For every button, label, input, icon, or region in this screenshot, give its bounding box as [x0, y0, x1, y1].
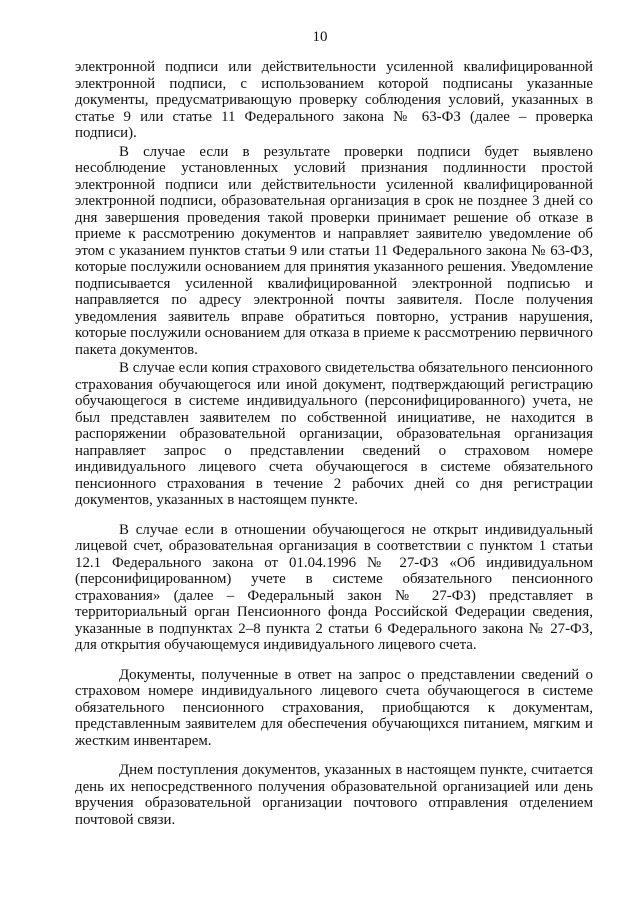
paragraph-continuation: электронной подписи или действительности усиленной квалифицированной электронной подписи, с использованием которой подписаны указанные документы, предусматривающую проверку соблюдения условий, указанных в статье 9 или статье 11 Федерального закона № 63-ФЗ (далее – проверка подписи). [75, 59, 593, 141]
paragraph-response-documents: Документы, полученные в ответ на запрос о представлении сведений о страховом номере индивидуального лицевого счета обучающегося в системе обязательного пенсионного страхования, приобщаются к документам, представленным заявителем для обеспечения обучающихся питанием, мягким и жестким инвентарем. [75, 666, 593, 749]
paragraph-insurance-certificate-request: В случае если копия страхового свидетельства обязательного пенсионного страхования обучающегося или иной документ, подтверждающий регистрацию обучающегося в системе индивидуального (персонифицированного) учета, не был представлен заявителем по собственной инициативе, не находится в распоряжении образовательной организации, образовательная организация направляет запрос о представлении сведений о страховом номере индивидуального лицевого счета обучающегося в системе обязательного пенсионного страхования в течение 2 рабочих дней со дня регистрации документов, указанных в настоящем пункте. [75, 360, 593, 508]
paragraph-personal-account-opening: В случае если в отношении обучающегося не открыт индивидуальный лицевой счет, образовательная организация в соответствии с пунктом 1 статьи 12.1 Федерального закона от 01.04.1996 № 27-ФЗ «Об индивидуальном (персонифицированном) учете в системе обязательного пенсионного страхования» (далее – Федеральный закон № 27-ФЗ) представляет в территориальный орган Пенсионного фонда Российской Федерации сведения, указанные в подпунктах 2–8 пункта 2 статьи 6 Федерального закона № 27-ФЗ, для открытия обучающемуся индивидуального лицевого счета. [75, 521, 593, 653]
paragraph-receipt-date: Днем поступления документов, указанных в настоящем пункте, считается день их непосредственного получения образовательной организацией или день вручения образовательной организации почтового отправления отделением почтовой связи. [75, 762, 593, 828]
page-number: 10 [312, 29, 328, 45]
document-body [75, 59, 593, 828]
paragraph-signature-check-failure: В случае если в результате проверки подписи будет выявлено несоблюдение установленных условий признания подлинности простой электронной подписи или действительности усиленной квалифицированной электронной подписи, образовательная организация в срок не позднее 3 дней со дня завершения проведения такой проверки принимает решение об отказе в приеме к рассмотрению документов и направляет заявителю уведомление об этом с указанием пунктов статьи 9 или статьи 11 Федерального закона № 63-ФЗ, которые послужили основанием для принятия указанного решения. Уведомление подписывается усиленной квалифицированной электронной подписью и направляется по адресу электронной почты заявителя. После получения уведомления заявитель вправе обратиться повторно, устранив нарушения, которые послужили основанием для отказа в приеме к рассмотрению первичного пакета документов. [75, 143, 593, 358]
